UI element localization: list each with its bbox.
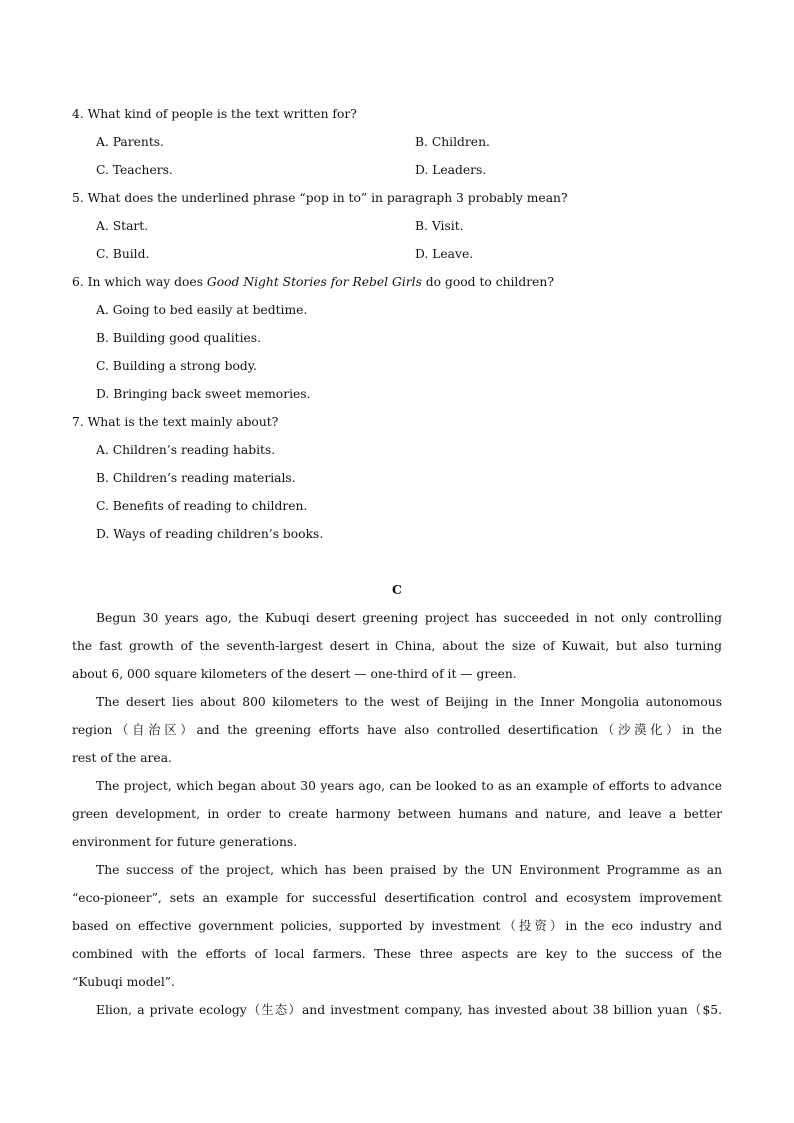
- option-5d: D. Leave.: [415, 247, 474, 261]
- passage-line: the fast growth of the seventh-largest desert in China, about the size of Kuwait, but also turning: [72, 639, 722, 653]
- option-4d: D. Leaders.: [415, 163, 487, 177]
- option-7a: A. Children’s reading habits.: [96, 443, 276, 457]
- option-7b: B. Children’s reading materials.: [96, 471, 296, 485]
- option-4b: B. Children.: [415, 135, 490, 149]
- option-6a: A. Going to bed easily at bedtime.: [96, 303, 308, 317]
- passage-line: “eco-pioneer”, sets an example for successful desertification control and ecosystem improvement: [72, 891, 722, 905]
- option-7d: D. Ways of reading children’s books.: [96, 527, 324, 541]
- passage-line: “Kubuqi model”.: [72, 975, 175, 989]
- question-stem-post: do good to children?: [421, 275, 554, 289]
- question-stem: What is the text mainly about?: [87, 415, 279, 429]
- passage-line: rest of the area.: [72, 751, 172, 765]
- question-number: 5.: [72, 191, 84, 205]
- option-6b: B. Building good qualities.: [96, 331, 261, 345]
- option-6d: D. Bringing back sweet memories.: [96, 387, 311, 401]
- passage-heading: C: [392, 582, 402, 597]
- question-6: [72, 274, 554, 290]
- option-4c: C. Teachers.: [96, 163, 173, 177]
- question-number: 4.: [72, 107, 84, 121]
- passage-line: The desert lies about 800 kilometers to the west of Beijing in the Inner Mongolia autonomous: [96, 695, 722, 709]
- passage-line: based on effective government policies, supported by investment（投资）in the eco industry and: [72, 919, 722, 933]
- passage-line: environment for future generations.: [72, 835, 298, 849]
- question-stem: What kind of people is the text written for?: [87, 107, 357, 121]
- question-7: [72, 414, 278, 430]
- passage-line: green development, in order to create harmony between humans and nature, and leave a better: [72, 807, 722, 821]
- option-7c: C. Benefits of reading to children.: [96, 499, 308, 513]
- passage-line: Begun 30 years ago, the Kubuqi desert greening project has succeeded in not only controlling: [96, 611, 722, 625]
- passage-line: Elion, a private ecology（生态）and investment company, has invested about 38 billion yuan（$5.: [96, 1003, 722, 1017]
- question-4: [72, 106, 357, 122]
- option-6c: C. Building a strong body.: [96, 359, 257, 373]
- passage-line: about 6, 000 square kilometers of the desert — one-third of it — green.: [72, 667, 517, 681]
- book-title: Good Night Stories for Rebel Girls: [206, 275, 422, 289]
- option-5a: A. Start.: [96, 219, 149, 233]
- passage-line: The project, which began about 30 years ago, can be looked to as an example of efforts to advance: [96, 779, 722, 793]
- option-5b: B. Visit.: [415, 219, 464, 233]
- question-number: 6.: [72, 275, 84, 289]
- passage-line: The success of the project, which has been praised by the UN Environment Programme as an: [96, 863, 722, 877]
- question-stem-pre: In which way does: [87, 275, 207, 289]
- question-stem: What does the underlined phrase “pop in to” in paragraph 3 probably mean?: [87, 191, 568, 205]
- question-number: 7.: [72, 415, 84, 429]
- passage-line: region（自治区）and the greening efforts have also controlled desertification（沙漠化）in the: [72, 723, 722, 737]
- question-5: [72, 190, 568, 206]
- option-4a: A. Parents.: [96, 135, 164, 149]
- passage-line: combined with the efforts of local farmers. These three aspects are key to the success of the: [72, 947, 722, 961]
- option-5c: C. Build.: [96, 247, 150, 261]
